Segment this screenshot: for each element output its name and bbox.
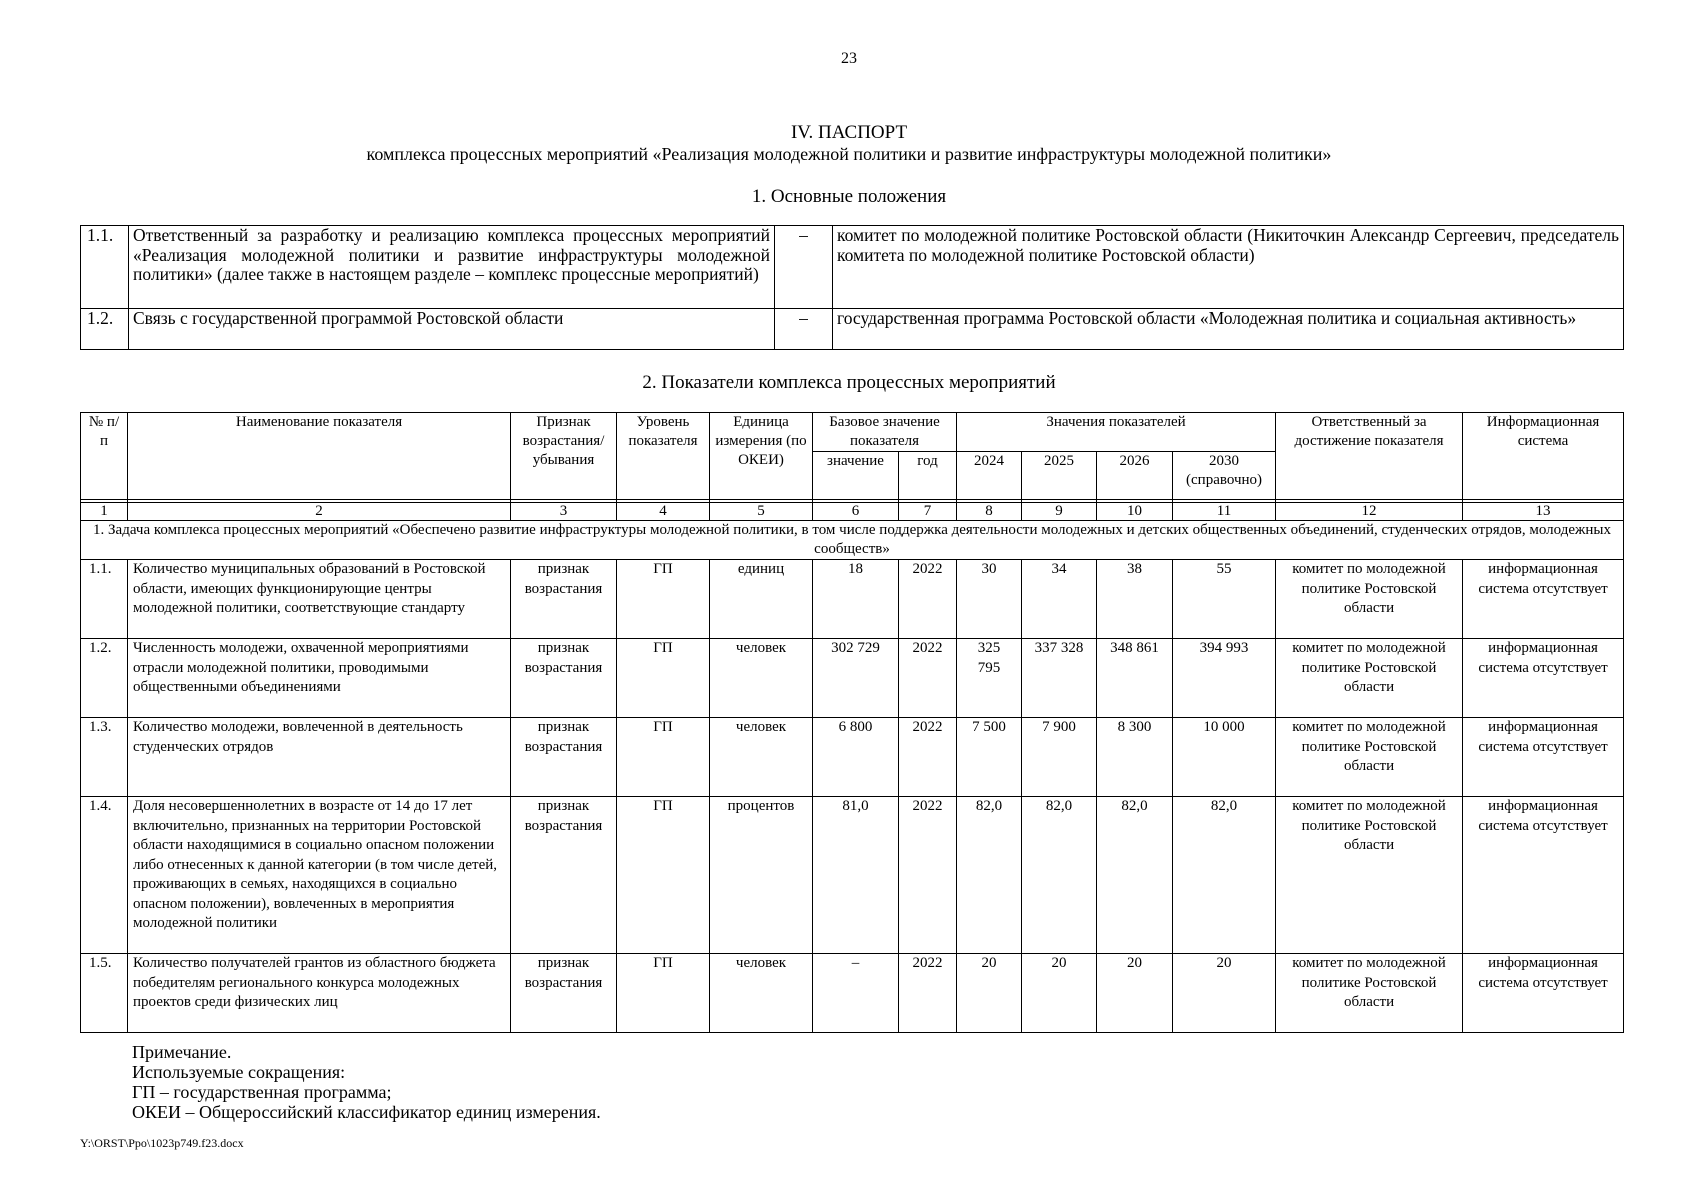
info-system: информационная система отсутствует [1463,560,1624,639]
indicator-name: Доля несовершеннолетних в возрасте от 14 до 17 лет включительно, признанных на территории Ростовской области находящимися в социально опасном положении либо отнесенных к данной категории (в том числе детей, проживающих в семьях, находящихся в социально опасном положении), вовлеченных в мероприятия молодежной политики [128,797,511,954]
value-2025: 82,0 [1022,797,1097,954]
header-level: Уровень показателя [617,413,710,500]
value-2026: 348 861 [1097,639,1173,718]
table-row [81,797,1624,954]
header-base-year: год [899,452,957,500]
row-number: 1.2. [81,639,128,718]
base-year: 2022 [899,797,957,954]
value-2030: 55 [1173,560,1276,639]
document-subtitle: комплекса процессных мероприятий «Реализация молодежной политики и развитие инфраструктуры молодежной политики» [366,144,1332,164]
column-number: 1 [81,503,128,521]
note-line: ГП – государственная программа; [132,1082,392,1102]
row-value: комитет по молодежной политике Ростовской области (Никиточкин Александр Сергеевич, председатель комитета по молодежной политике Ростовской области) [833,226,1624,309]
row-number: 1.2. [81,309,129,350]
indicators-table [80,412,1624,1033]
row-number: 1.5. [81,954,128,1033]
table-row [81,560,1624,639]
note-line: ОКЕИ – Общероссийский классификатор единиц измерения. [132,1102,601,1122]
file-path: Y:\ORST\Ppo\1023p749.f23.docx [80,1136,244,1150]
value-2024: 30 [957,560,1022,639]
indicator-sign: признак возрастания [511,639,617,718]
value-2024: 325 795 [957,639,1022,718]
indicator-sign: признак возрастания [511,718,617,797]
indicator-level: ГП [617,639,710,718]
column-number: 10 [1097,503,1173,521]
header-2030: 2030 (справочно) [1173,452,1276,500]
header-2025: 2025 [1022,452,1097,500]
row-dash: – [775,226,833,309]
indicator-unit: человек [710,954,813,1033]
base-year: 2022 [899,639,957,718]
base-value: 302 729 [813,639,899,718]
indicator-unit: процентов [710,797,813,954]
row-number: 1.1. [81,226,129,309]
indicator-level: ГП [617,954,710,1033]
indicator-level: ГП [617,560,710,639]
indicator-name: Количество молодежи, вовлеченной в деятельность студенческих отрядов [128,718,511,797]
value-2024: 7 500 [957,718,1022,797]
responsible: комитет по молодежной политике Ростовской области [1276,639,1463,718]
indicator-name: Количество получателей грантов из областного бюджета победителям регионального конкурса молодежных проектов среди физических лиц [128,954,511,1033]
value-2030: 20 [1173,954,1276,1033]
header-system: Информационная система [1463,413,1624,500]
row-number: 1.1. [81,560,128,639]
column-number: 11 [1173,503,1276,521]
column-number: 13 [1463,503,1624,521]
info-system: информационная система отсутствует [1463,639,1624,718]
table-row [81,639,1624,718]
base-year: 2022 [899,718,957,797]
value-2024: 20 [957,954,1022,1033]
column-number: 5 [710,503,813,521]
column-number: 8 [957,503,1022,521]
base-value: – [813,954,899,1033]
value-2026: 20 [1097,954,1173,1033]
header-responsible: Ответственный за достижение показателя [1276,413,1463,500]
header-sign: Признак возрастания/ убывания [511,413,617,500]
task-description: 1. Задача комплекса процессных мероприятий «Обеспечено развитие инфраструктуры молодежной политики, в том числе поддержка деятельности молодежных и детских общественных объединений, студенческих отрядов, молодежных сообществ» [81,521,1624,560]
value-2025: 7 900 [1022,718,1097,797]
header-base-value: значение [813,452,899,500]
column-number: 12 [1276,503,1463,521]
section2-heading: 2. Показатели комплекса процессных мероприятий [642,372,1056,393]
info-system: информационная система отсутствует [1463,954,1624,1033]
value-2025: 34 [1022,560,1097,639]
basic-provisions-table [80,225,1624,350]
responsible: комитет по молодежной политике Ростовской области [1276,718,1463,797]
responsible: комитет по молодежной политике Ростовской области [1276,954,1463,1033]
indicator-unit: единиц [710,560,813,639]
header-num: № п/п [81,413,128,500]
responsible: комитет по молодежной политике Ростовской области [1276,560,1463,639]
header-2024: 2024 [957,452,1022,500]
value-2024: 82,0 [957,797,1022,954]
indicator-level: ГП [617,797,710,954]
column-number: 4 [617,503,710,521]
info-system: информационная система отсутствует [1463,797,1624,954]
value-2025: 337 328 [1022,639,1097,718]
table-row [81,226,1624,309]
base-value: 18 [813,560,899,639]
column-number: 3 [511,503,617,521]
column-number: 2 [128,503,511,521]
header-row [81,413,1624,452]
table-row [81,718,1624,797]
row-number: 1.3. [81,718,128,797]
header-unit: Единица измерения (по ОКЕИ) [710,413,813,500]
indicator-name: Количество муниципальных образований в Ростовской области, имеющих функционирующие центры молодежной политики, соответствующие стандарту [128,560,511,639]
value-2030: 10 000 [1173,718,1276,797]
note-heading: Примечание. [132,1042,232,1062]
row-label: Связь с государственной программой Ростовской области [129,309,775,350]
document-title: IV. ПАСПОРТ [790,122,908,143]
indicator-sign: признак возрастания [511,954,617,1033]
info-system: информационная система отсутствует [1463,718,1624,797]
header-name: Наименование показателя [128,413,511,500]
header-values: Значения показателей [957,413,1276,452]
indicator-sign: признак возрастания [511,797,617,954]
header-2026: 2026 [1097,452,1173,500]
base-value: 81,0 [813,797,899,954]
indicator-unit: человек [710,639,813,718]
row-label: Ответственный за разработку и реализацию комплекса процессных мероприятий «Реализация молодежной политики и развитие инфраструктуры молодежной политики» (далее также в настоящем разделе – комплекс процессные мероприятий) [129,226,775,309]
value-2030: 394 993 [1173,639,1276,718]
row-value: государственная программа Ростовской области «Молодежная политика и социальная активность» [833,309,1624,350]
table-row [81,954,1624,1033]
indicator-name: Численность молодежи, охваченной мероприятиями отрасли молодежной политики, проводимыми общественными объединениями [128,639,511,718]
column-number-row [81,503,1624,521]
column-number: 6 [813,503,899,521]
base-year: 2022 [899,560,957,639]
section1-heading: 1. Основные положения [751,186,947,207]
row-dash: – [775,309,833,350]
row-number: 1.4. [81,797,128,954]
note-line: Используемые сокращения: [132,1062,346,1082]
column-number: 7 [899,503,957,521]
table-row [81,309,1624,350]
responsible: комитет по молодежной политике Ростовской области [1276,797,1463,954]
value-2026: 82,0 [1097,797,1173,954]
value-2030: 82,0 [1173,797,1276,954]
indicator-sign: признак возрастания [511,560,617,639]
value-2026: 38 [1097,560,1173,639]
value-2025: 20 [1022,954,1097,1033]
column-number: 9 [1022,503,1097,521]
base-year: 2022 [899,954,957,1033]
base-value: 6 800 [813,718,899,797]
task-row [81,521,1624,560]
value-2026: 8 300 [1097,718,1173,797]
indicator-level: ГП [617,718,710,797]
page-number: 23 [841,50,857,67]
header-base: Базовое значение показателя [813,413,957,452]
indicator-unit: человек [710,718,813,797]
